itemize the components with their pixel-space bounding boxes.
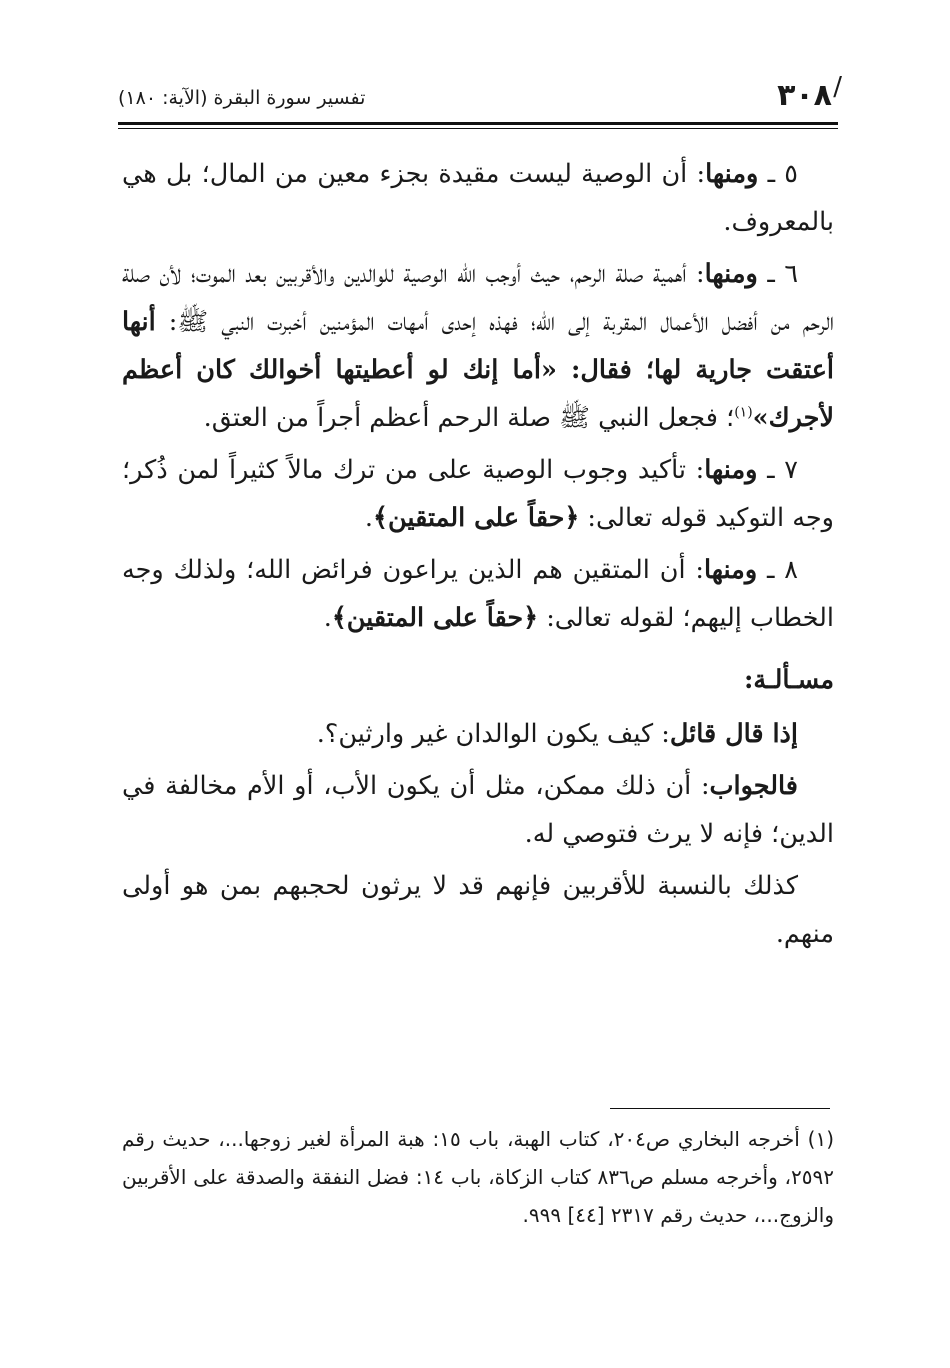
header-rule-thin <box>118 128 838 129</box>
footnote-marker: (١) <box>807 1127 835 1151</box>
point-text-end: . <box>323 603 332 633</box>
point-number: ٦ ـ <box>757 259 799 289</box>
footnote-1 <box>122 1120 834 1234</box>
point-text: : أن المتقين هم الذين يراعون فرائض الله؛ ولذلك وجه الخطاب إليهم؛ لقوله تعالى: <box>122 555 834 633</box>
point-label: ومنها <box>705 159 759 189</box>
question-label: إذا قال قائل <box>669 719 798 749</box>
masala-answer <box>122 762 834 858</box>
point-8 <box>122 546 834 642</box>
point-text: : أهمية صلة الرحم، حيث أوجب الله الوصية للوالدين والأقربين بعد الموت؛ لأن صلة الرحم من أفضل الأعمال المقربة إلى الله؛ فهذه إحدى أمهات المؤمنين أخبرت النبي ﷺ: <box>122 259 834 337</box>
footnote-ref[interactable]: (١) <box>734 404 753 421</box>
masala-closing: كذلك بالنسبة للأقربين فإنهم قد لا يرثون لحجبهم بمن هو أولى منهم. <box>122 871 834 949</box>
point-label: ومنها <box>704 259 758 289</box>
hadith-quote: أنها أعتقت جارية لها؛ فقال: «أما إنك لو أعطيتها أخوالك كان أعظم لأجرك» <box>122 307 834 433</box>
point-text: : أن الوصية ليست مقيدة بجزء معين من المال؛ بل هي بالمعروف. <box>122 159 834 237</box>
quran-quote: ﴿حقاً على المتقين﴾ <box>373 503 580 533</box>
answer-label: فالجواب <box>709 771 798 801</box>
main-text <box>122 150 834 962</box>
page-number-mark: / <box>833 72 842 102</box>
footnote-text: أخرجه البخاري ص٢٠٤، كتاب الهبة، باب ١٥: هبة المرأة لغير زوجها...، حديث رقم ٢٥٩٢، وأخرجه مسلم ص٨٣٦ كتاب الزكاة، باب ١٤: فضل النفقة والصدقة على الأقربين والزوج...، حديث رقم ٢٣١٧ [٤٤] ٩٩٩. <box>122 1127 834 1227</box>
answer-text: : أن ذلك ممكن، مثل أن يكون الأب، أو الأم مخالفة في الدين؛ فإنه لا يرث فتوصي له. <box>122 771 834 849</box>
point-text-end: . <box>364 503 374 533</box>
page-header <box>118 72 842 118</box>
masala-heading: مسـألـة: <box>744 665 834 695</box>
point-text: : تأكيد وجوب الوصية على من ترك مالاً كثيراً لمن ذُكر؛ وجه التوكيد قوله تعالى: <box>122 455 834 533</box>
masala-question <box>122 710 834 758</box>
point-text-end: ؛ فجعل النبي ﷺ صلة الرحم أعظم أجراً من العتق. <box>203 403 735 433</box>
page-number: ٣٠٨ <box>777 78 832 113</box>
point-number: ٧ ـ <box>757 455 798 485</box>
question-text: : كيف يكون الوالدان غير وارثين؟. <box>316 719 670 749</box>
point-label: ومنها <box>703 555 758 585</box>
point-number: ٥ ـ <box>758 159 798 189</box>
quran-quote: ﴿حقاً على المتقين﴾ <box>331 603 539 633</box>
point-number: ٨ ـ <box>757 555 798 585</box>
point-label: ومنها <box>704 455 758 485</box>
running-title: تفسير سورة البقرة (الآية: ١٨٠) <box>118 87 366 109</box>
footnotes <box>122 1120 834 1234</box>
point-7 <box>122 446 834 542</box>
footnote-rule <box>610 1108 830 1109</box>
header-rule-thick <box>118 122 838 125</box>
point-6 <box>122 250 834 442</box>
point-5 <box>122 150 834 246</box>
